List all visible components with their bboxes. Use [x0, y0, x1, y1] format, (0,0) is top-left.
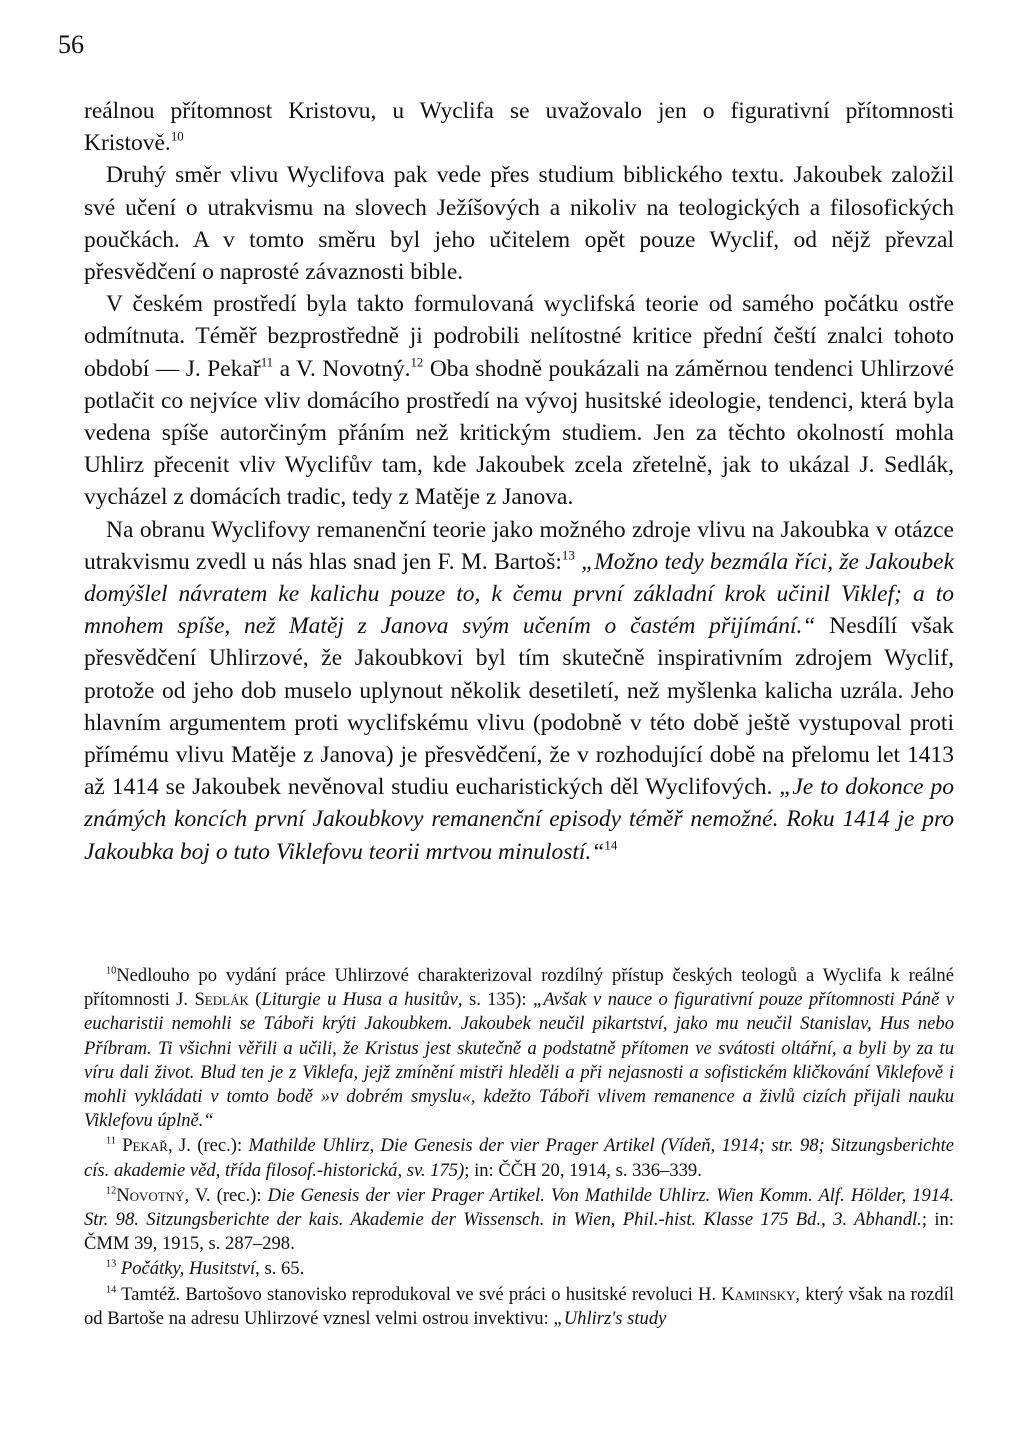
- paragraph-1: [84, 95, 954, 159]
- paragraph-4-text-b: Nesdílí však přesvědčení Uhlirzové, že Jakoubkovi byl tím skutečně inspirativním zdrojem Wyclif, protože od jeho dob muselo uplynout několik desetiletí, než myšlenka kalicha uzrála. Jeho hlavním argumentem proti wyclifskému vlivu (podobně v této době ještě vystupoval proti přímému vlivu Matěje z Janova) je přesvědčení, že v rozhodující době na přelomu let 1413 až 1414 se Jakoubek nevěnoval studiu eucharistických děl Wyclifových.: [84, 613, 954, 801]
- paragraph-3: [84, 288, 954, 513]
- footnote-ref-11[interactable]: 11: [260, 353, 274, 369]
- quote-bartos-1: „Možno tedy bezmála říci, že Jakoubek domýšlel návratem ke kalichu pouze to, k čemu první základní krok učinil Viklef; a to mnohem spíše, než Matěj z Janova svým učením o častém přijímání.“: [84, 548, 955, 640]
- footnote-13: [84, 1257, 954, 1281]
- footnote-12-title: Die Genesis der vier Prager Artikel. Von Mathilde Uhlirz. Wien Komm. Alf. Hölder, 1914. Str. 98. Sitzungsberichte der kais. Akademie der Wissensch. in Wien, Phil.-hist. Klasse 175 Bd., 3. Abhandl.: [84, 1184, 954, 1231]
- footnote-10-text: Nedlouho po vydání práce Uhlirzové charakterizoval rozdílný přístup českých teologů a Wyclifa k reálné přítomnosti J.: [84, 965, 954, 1011]
- main-text: [84, 95, 954, 868]
- footnote-ref-12[interactable]: 12: [410, 353, 424, 369]
- quote-bartos-2: „Je to dokonce po známých koncích první Jakoubkovy remanenční episody téměř nemožné. Roku 1414 je pro Jakoubka boj o tuto Viklefovu teorii mrtvou minulostí.“: [84, 774, 954, 865]
- footnote-11-text: , J. (rec.):: [167, 1135, 249, 1157]
- footnote-12-text: , V. (rec.):: [184, 1184, 268, 1206]
- footnote-10-quote: „Avšak v nauce o figurativní pouze přítomnosti Páně v eucharistii nemohli se Táboři krýti Jakoubkem. Jakoubek neučil pikartství, jako mu neučil Stanislav, Hus nebo Příbram. Ti všichni věřili a učili, že Kristus jest skutečně a podstatně přítomen ve svátosti oltářní, a byli by za tu víru dali život. Blud ten je z Viklefa, jejž zmínění mistři hleděli a při nejasnosti a sofistickém kličkování Viklefově i mohli vykládati v tomto bodě »v dobrém smyslu«, kdežto Táboři vlivem remanence a živlů cizích přijali nauku Viklefovu úplně.“: [84, 989, 954, 1132]
- footnote-12-text-b: ; in: ČMM 39, 1915, s. 287–298.: [84, 1209, 954, 1255]
- footnote-11-text-b: ; in: ČČH 20, 1914, s. 336–339.: [464, 1159, 702, 1181]
- footnote-12: [84, 1184, 954, 1257]
- footnote-ref-14[interactable]: 14: [604, 836, 618, 852]
- footnote-number-10: 10: [106, 965, 117, 977]
- footnote-11: [84, 1134, 954, 1182]
- paragraph-3-text-b: a V. Novotný.: [273, 355, 411, 382]
- footnote-ref-10[interactable]: 10: [170, 128, 184, 144]
- footnote-10-text-c: , s. 135):: [457, 989, 533, 1011]
- footnote-10-title: Liturgie u Husa a husitův: [261, 989, 458, 1011]
- footnote-number-11: 11: [106, 1135, 116, 1147]
- paragraph-2: Druhý směr vlivu Wyclifova pak vede přes studium biblického textu. Jakoubek založil své učení o utrakvismu na slovech Ježíšových a nikoliv na teologických a filosofických poučkách. A v tomto směru byl jeho učitelem opět pouze Wyclif, od nějž převzal přesvědčení o naprosté závaznosti bible.: [84, 162, 954, 286]
- footnote-14-text: Tamtéž. Bartošovo stanovisko reprodukoval ve své práci o husitské revoluci H.: [121, 1283, 722, 1305]
- footnote-13-title: Počátky, Husitství: [120, 1258, 256, 1280]
- footnote-14-author: Kaminsky: [721, 1283, 796, 1305]
- footnote-11-title: Mathilde Uhlirz, Die Genesis der vier Prager Artikel (Vídeň, 1914; str. 98; Sitzungsberichte cís. akademie věd, třída filosof.-historická, sv. 175): [84, 1135, 955, 1181]
- paragraph-3-text-a: V českém prostředí byla takto formulovaná wyclifská teorie od samého počátku ostře odmítnuta. Téměř bezprostředně ji podrobili nelítostné kritice přední čeští znalci tohoto období — J. Pekař: [84, 291, 954, 382]
- footnote-10: [84, 964, 954, 1133]
- footnote-14-quote: „Uhlirz's study: [553, 1307, 667, 1329]
- paragraph-1-text: reálnou přítomnost Kristovu, u Wyclifa se uvažovalo jen o figurativní přítomnosti Kristově.: [84, 98, 954, 157]
- footnote-number-12: 12: [106, 1185, 117, 1197]
- footnote-14-text-b: , který však na rozdíl od Bartoše na adresu Uhlirzové vznesl velmi ostrou invektivu:: [84, 1283, 955, 1329]
- footnote-ref-13[interactable]: 13: [561, 547, 575, 563]
- footnote-number-14: 14: [106, 1283, 117, 1295]
- footnotes: [84, 964, 954, 1332]
- footnote-13-text: , s. 65.: [255, 1258, 305, 1280]
- page-number: 56: [58, 30, 84, 59]
- footnote-11-author: Pekař: [122, 1135, 168, 1157]
- footnote-12-author: Novotný: [116, 1184, 185, 1206]
- paragraph-4: [84, 514, 954, 868]
- footnote-10-text-b: (: [248, 989, 262, 1011]
- footnote-number-13: 13: [106, 1258, 117, 1270]
- footnote-14: [84, 1283, 954, 1331]
- paragraph-4-text-a: Na obranu Wyclifovy remanenční teorie jako možného zdroje vlivu na Jakoubka v otázce utrakvismu zvedl u nás hlas snad jen F. M. Bartoš:: [84, 516, 954, 575]
- paragraph-3-text-c: Oba shodně poukázali na záměrnou tendenci Uhlirzové potlačit co nejvíce vliv domácího prostředí na vývoj husitské ideologie, tendenci, která byla vedena spíše autorčiným přáním než kritickým studiem. Jen za těchto okolností mohla Uhlirz přecenit vliv Wyclifův tam, kde Jakoubek zcela zřetelně, jak to ukázal J. Sedlák, vycházel z domácích tradic, tedy z Matěje z Janova.: [84, 355, 955, 511]
- footnote-10-author: Sedlák: [194, 989, 249, 1011]
